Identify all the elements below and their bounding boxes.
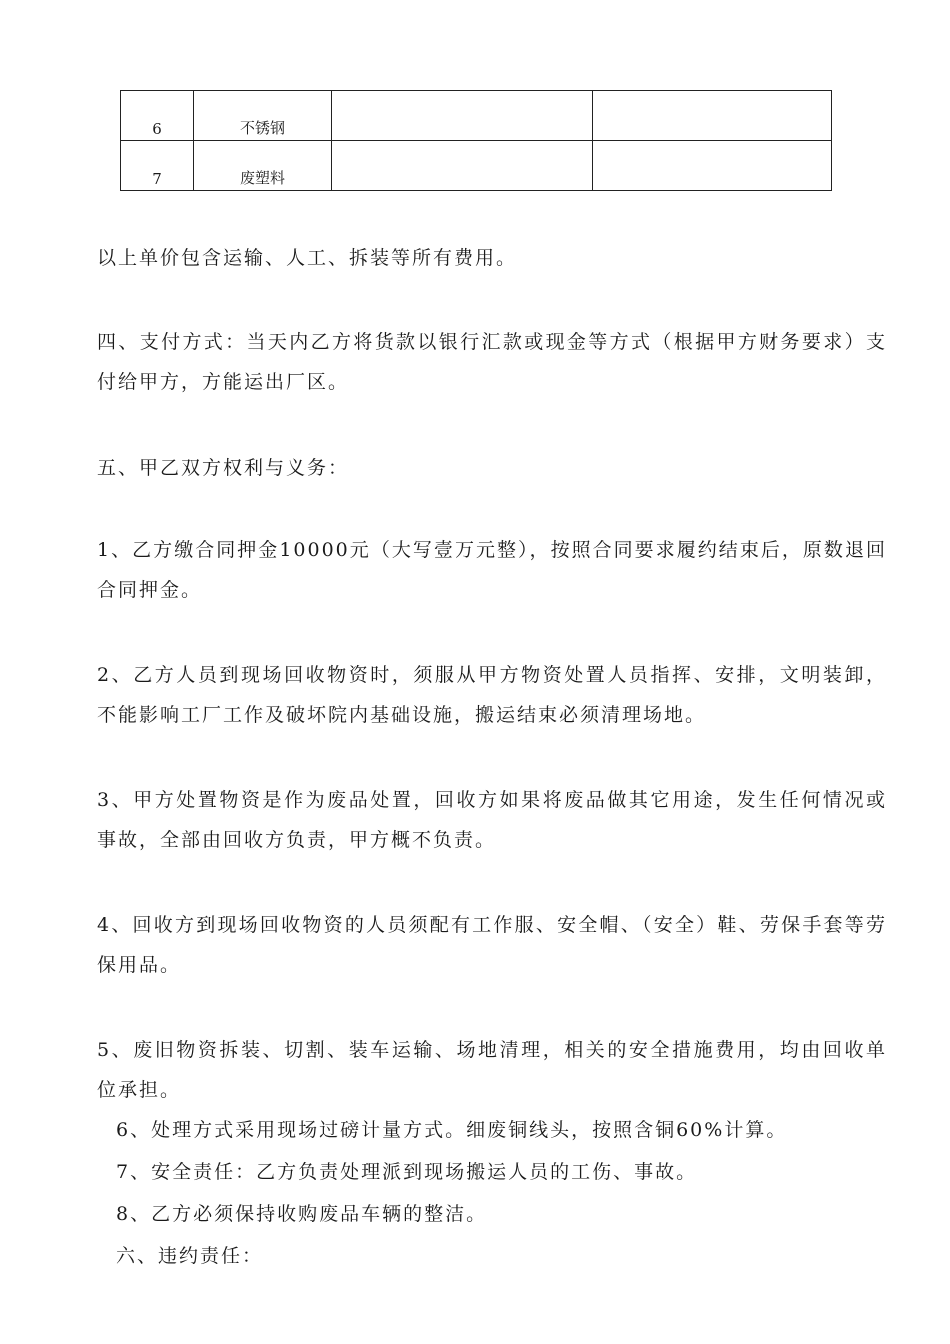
clause-4: 4、回收方到现场回收物资的人员须配有工作服、安全帽、（安全）鞋、劳保手套等劳保用品。 (97, 914, 887, 976)
items-table (120, 90, 832, 191)
item-name: 不锈钢 (239, 119, 285, 137)
row-number-cell (121, 141, 194, 191)
clause-1: 1、乙方缴合同押金10000元（大写壹万元整），按照合同要求履约结束后，原数退回合同押金。 (97, 539, 887, 601)
clause-6: 6、处理方式采用现场过磅计量方式。细废铜线头，按照含铜60%计算。 (116, 1119, 788, 1141)
section4-paragraph: 四、支付方式：当天内乙方将货款以银行汇款或现金等方式（根据甲方财务要求）支付给甲方，方能运出厂区。 (97, 331, 887, 393)
section6-heading: 六、违约责任： (116, 1245, 264, 1267)
section5-heading: 五、甲乙双方权利与义务： (97, 457, 350, 479)
clause-2: 2、乙方人员到现场回收物资时，须服从甲方物资处置人员指挥、安排，文明装卸，不能影响工厂工作及破坏院内基础设施，搬运结束必须清理场地。 (97, 664, 887, 726)
item-name-cell (194, 91, 332, 141)
clause-3: 3、甲方处置物资是作为废品处置，回收方如果将废品做其它用途，发生任何情况或事故，全部由回收方负责，甲方概不负责。 (97, 789, 887, 851)
table-cell (593, 91, 832, 141)
table-cell (332, 141, 593, 191)
clause-5: 5、废旧物资拆装、切割、装车运输、场地清理，相关的安全措施费用，均由回收单位承担。 (97, 1039, 887, 1101)
price-note: 以上单价包含运输、人工、拆装等所有费用。 (97, 247, 518, 269)
item-name: 废塑料 (239, 169, 285, 187)
clause-7: 7、安全责任：乙方负责处理派到现场搬运人员的工伤、事故。 (116, 1161, 698, 1183)
table-row (121, 141, 832, 191)
row-number: 6 (152, 120, 162, 138)
clause-8: 8、乙方必须保持收购废品车辆的整洁。 (116, 1203, 488, 1225)
table-cell (593, 141, 832, 191)
table-cell (332, 91, 593, 141)
row-number: 7 (152, 170, 162, 188)
item-name-cell (194, 141, 332, 191)
row-number-cell (121, 91, 194, 141)
table-row (121, 91, 832, 141)
